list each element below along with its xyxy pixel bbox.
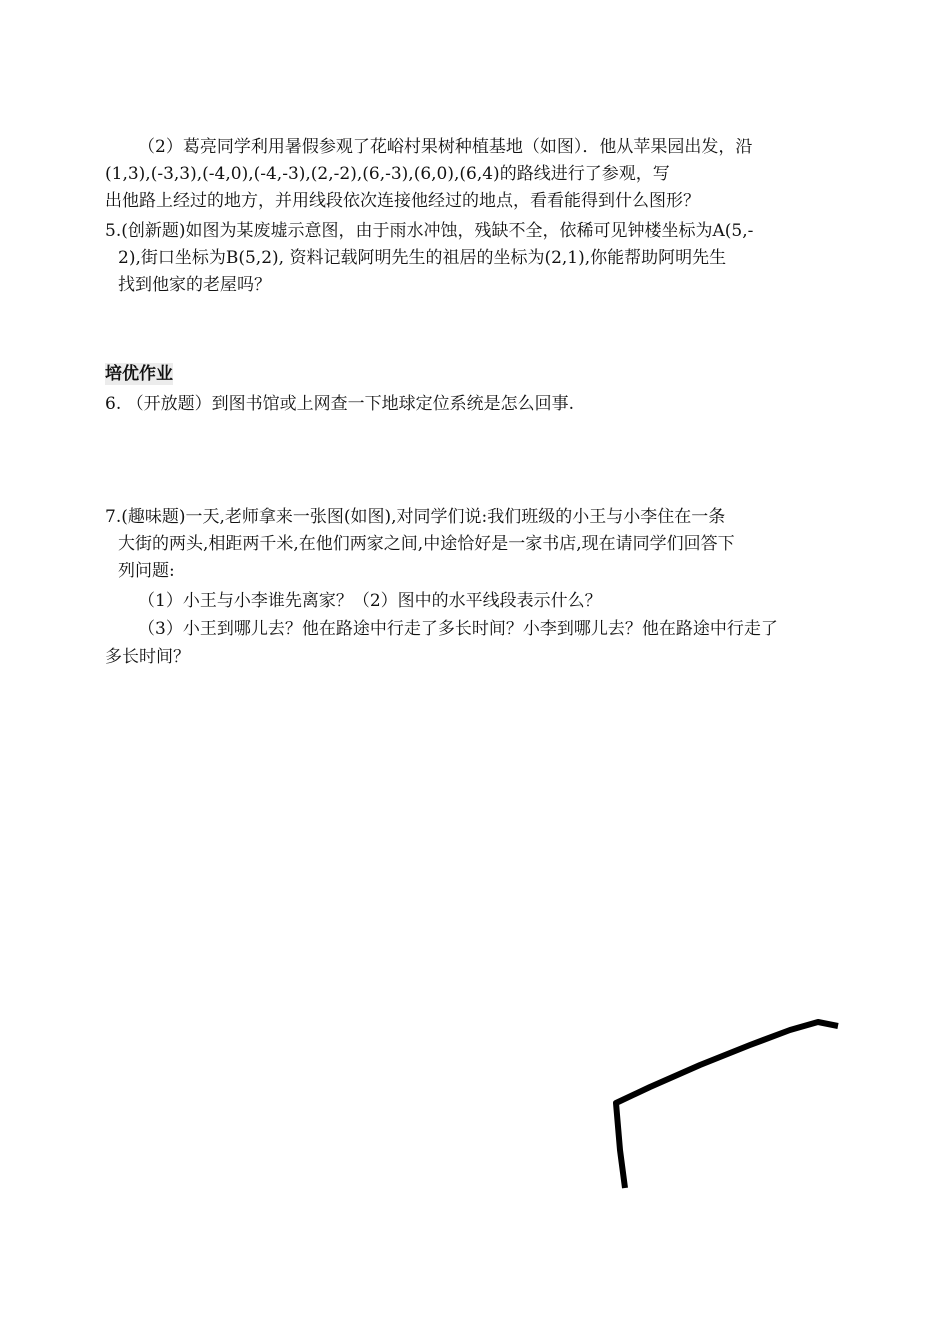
- problem-4-part2-line2: (1,3),(-3,3),(-4,0),(-4,-3),(2,-2),(6,-3),(6,0),(6,4)的路线进行了参观，写: [105, 164, 670, 184]
- problem-7-question-3-line1: （3）小王到哪儿去？他在路途中行走了多长时间？小李到哪儿去？他在路途中行走了: [138, 619, 778, 639]
- problem-7-line2: 大街的两头,相距两千米,在他们两家之间,中途恰好是一家书店,现在请同学们回答下: [118, 534, 735, 554]
- problem-7-line1: 7.(趣味题)一天,老师拿来一张图(如图),对同学们说:我们班级的小王与小李住在一条: [105, 507, 726, 527]
- problem-7-line3: 列问题:: [118, 561, 175, 581]
- problem-5-line3: 找到他家的老屋吗？: [118, 275, 271, 295]
- figure-stroke: [616, 1022, 838, 1188]
- problem-6-line1: 6. （开放题）到图书馆或上网查一下地球定位系统是怎么回事.: [105, 394, 575, 414]
- problem-4-part2-line1: （2）葛亮同学利用暑假参观了花峪村果树种植基地（如图）．他从苹果园出发，沿: [138, 137, 753, 157]
- problem-7-questions-1-2: （1）小王与小李谁先离家？（2）图中的水平线段表示什么？: [138, 591, 602, 611]
- problem-5-line1: 5.(创新题)如图为某废墟示意图，由于雨水冲蚀，残缺不全，依稀可见钟楼坐标为A(5,-: [105, 221, 754, 241]
- section-heading: 培优作业: [105, 364, 173, 384]
- problem-4-part2-line3: 出他路上经过的地方，并用线段依次连接他经过的地点，看看能得到什么图形？: [105, 191, 700, 211]
- problem-7-question-3-line2: 多长时间？: [105, 647, 190, 667]
- problem-5-line2: 2),街口坐标为B(5,2), 资料记载阿明先生的祖居的坐标为(2,1),你能帮助阿明先生: [118, 248, 727, 268]
